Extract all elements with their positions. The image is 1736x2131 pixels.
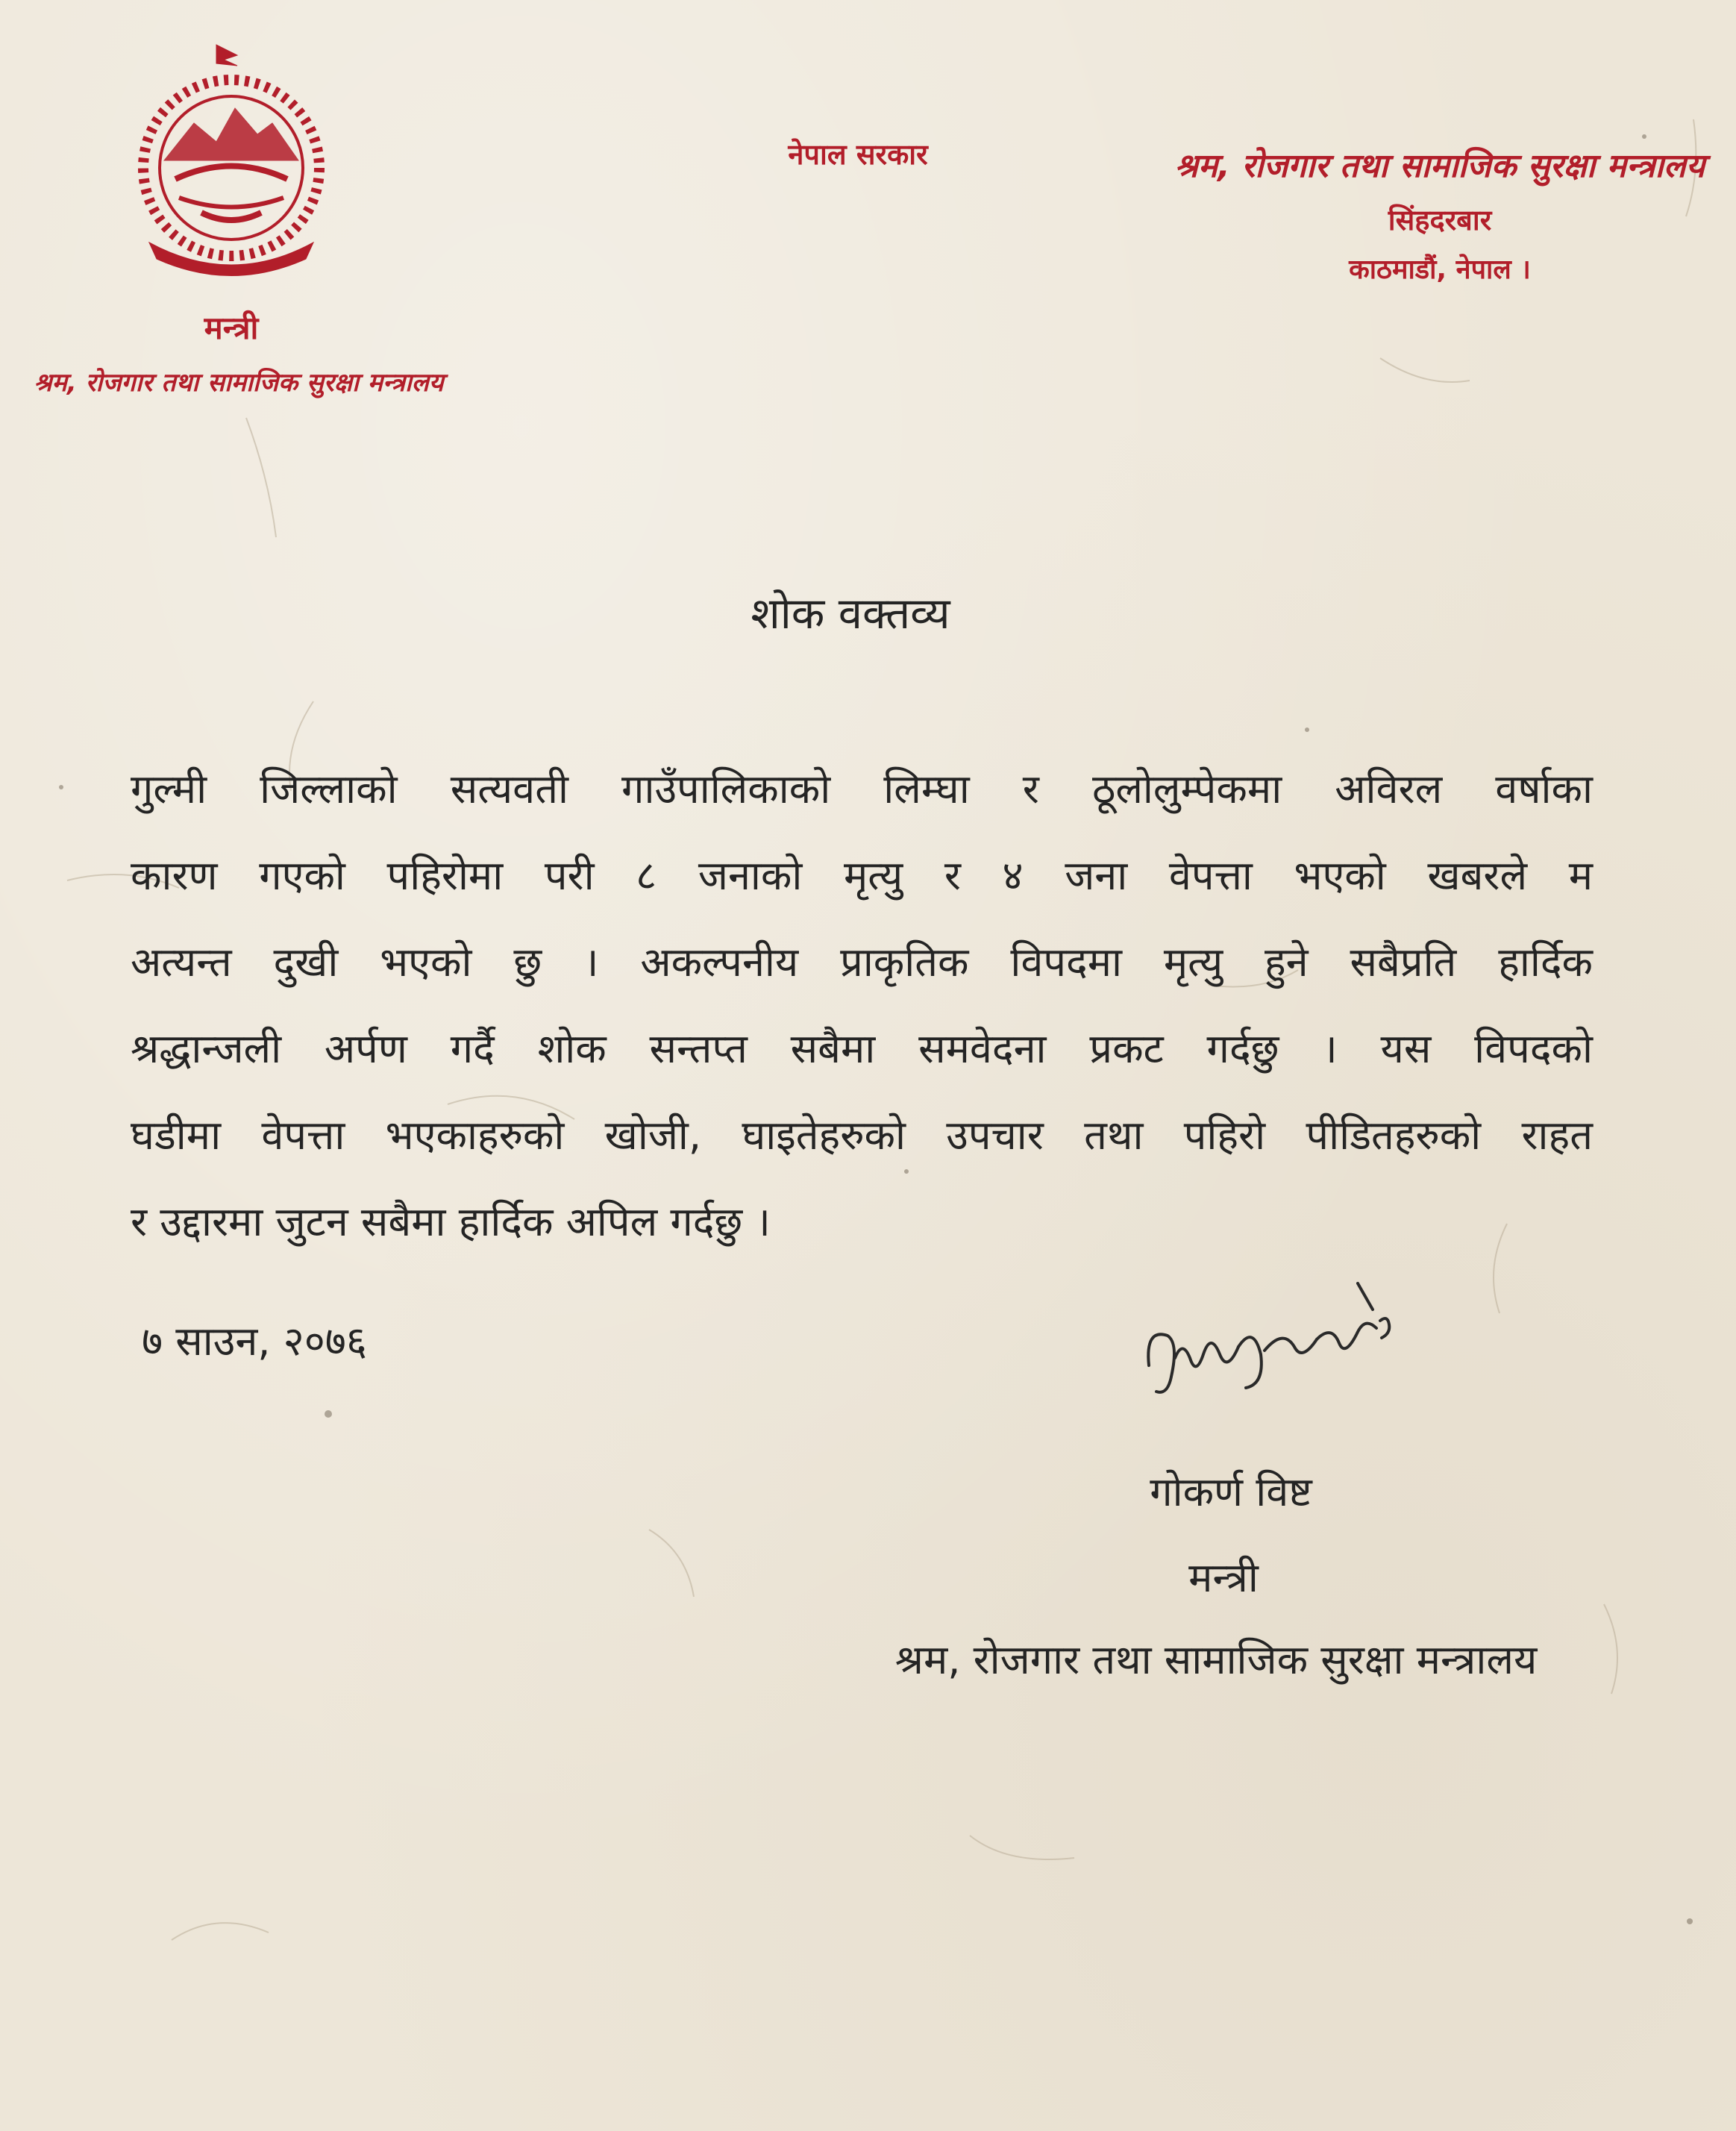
signatory-name: गोकर्ण विष्ट [1150,1468,1312,1515]
statement-title: शोक वक्तव्य [751,588,950,639]
body-line: श्रद्धान्जली अर्पण गर्दै शोक सन्तप्त सबैमा समवेदना प्रकट गर्दछु । यस विपदको [131,1025,1593,1072]
letterhead-city: काठमाडौं, नेपाल । [1349,254,1531,285]
handwritten-signature [1134,1276,1417,1440]
body-line: र उद्दारमा जुटन सबैमा हार्दिक अपिल गर्दछु । [131,1198,771,1245]
letterhead-place: सिंहदरबार [1388,204,1492,237]
signatory-title: मन्त्री [1188,1554,1259,1601]
body-line: अत्यन्त दुखी भएको छु । अकल्पनीय प्राकृतिक विपदमा मृत्यु हुने सबैप्रति हार्दिक [131,939,1593,986]
letterhead-government: नेपाल सरकार [788,138,928,171]
letterhead-left-ministry: श्रम, रोजगार तथा सामाजिक सुरक्षा मन्त्रालय [34,368,444,398]
body-line: गुल्मी जिल्लाको सत्यवती गाउँपालिकाको लिम्घा र ठूलोलुम्पेकमा अविरल वर्षाका [131,766,1593,813]
statement-body [131,746,1593,1265]
letterhead-left-title: मन्त्री [204,310,259,346]
letterhead-right-ministry: श्रम, रोजगार तथा सामाजिक सुरक्षा मन्त्रालय [1174,147,1705,185]
nepal-emblem-icon [104,41,358,295]
body-line: कारण गएको पहिरोमा परी ८ जनाको मृत्यु र ४ जना वेपत्ता भएको खबरले म [131,852,1593,899]
statement-date: ७ साउन, २०७६ [142,1318,367,1365]
body-line: घडीमा वेपत्ता भएकाहरुको खोजी, घाइतेहरुको उपचार तथा पहिरो पीडितहरुको राहत [131,1112,1593,1159]
signatory-ministry: श्रम, रोजगार तथा सामाजिक सुरक्षा मन्त्रालय [894,1636,1538,1683]
